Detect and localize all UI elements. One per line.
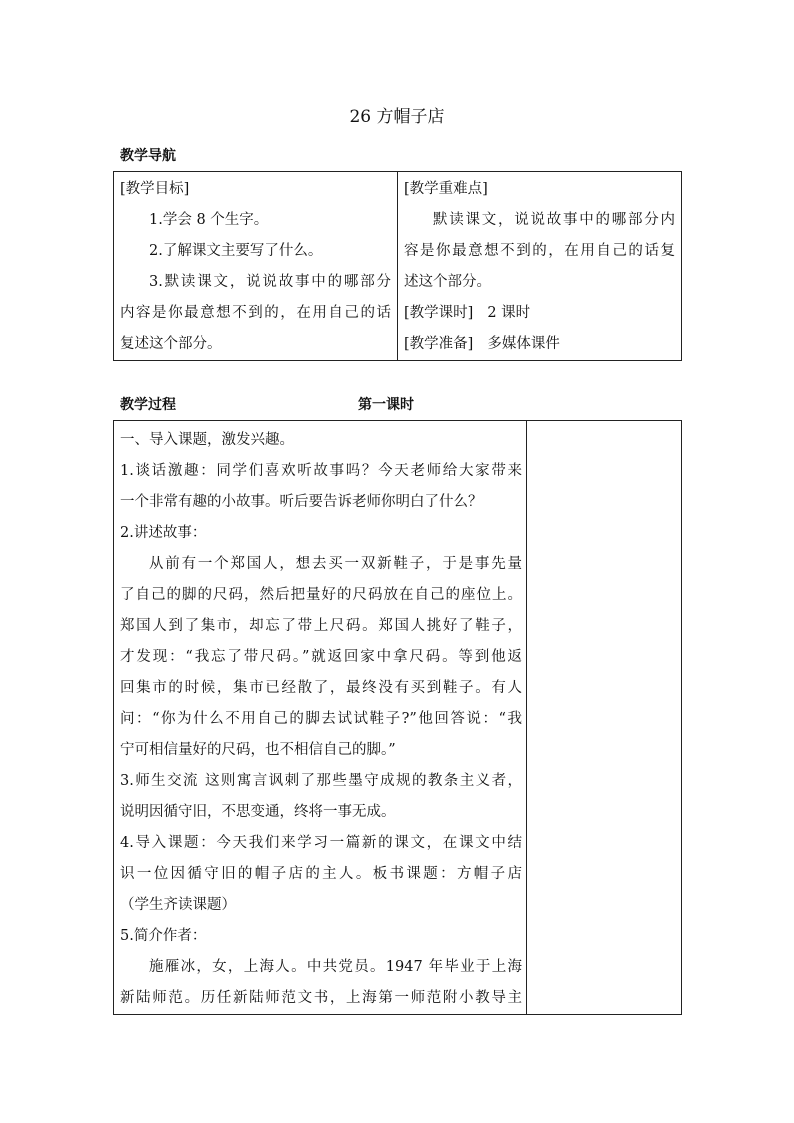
process-line: 问：“你为什么不用自己的脚去试试鞋子?”他回答说：“我 xyxy=(120,711,522,727)
process-line: 从前有一个郑国人，想去买一双新鞋子，于是事先量 xyxy=(149,556,522,572)
period-label: 第一课时 xyxy=(358,397,414,413)
class-hours-label: [教学课时] xyxy=(404,305,474,321)
process-line: 5.简介作者： xyxy=(120,928,207,944)
process-line: 一个非常有趣的小故事。听后要告诉老师你明白了什么？ xyxy=(120,494,483,510)
objective-item-3-line-1: 3.默读课文，说说故事中的哪部分 xyxy=(149,274,391,290)
preparation-value: 多媒体课件 xyxy=(487,336,560,352)
process-line: 回集市的时候，集市已经散了，最终没有买到鞋子。有人 xyxy=(120,680,522,696)
process-notes-cell xyxy=(527,421,682,1015)
preparation-row xyxy=(404,329,675,360)
process-line: 了自己的脚的尺码，然后把量好的尺码放在自己的座位上。 xyxy=(120,587,522,603)
key-points-line-3: 述这个部分。 xyxy=(404,274,491,290)
process-line: 识一位因循守旧的帽子店的主人。板书课题：方帽子店 xyxy=(120,866,522,882)
objective-item-3-line-3: 复述这个部分。 xyxy=(120,336,222,352)
key-points-line-2: 容是你最意想不到的，在用自己的话复 xyxy=(404,243,675,259)
preparation-label: [教学准备] xyxy=(404,336,474,352)
process-line: 宁可相信量好的尺码，也不相信自己的脚。” xyxy=(120,742,396,758)
objectives-header: [教学目标] xyxy=(120,181,190,197)
process-line: 2.讲述故事： xyxy=(120,525,207,541)
process-line: 施雁冰，女，上海人。中共党员。1947 年毕业于上海 xyxy=(149,959,522,975)
class-hours-row xyxy=(404,298,675,329)
page-title: 26 方帽子店 xyxy=(349,107,445,127)
process-line: 4.导入课题：今天我们来学习一篇新的课文，在课文中结 xyxy=(120,835,522,851)
process-line: 1.谈话激趣：同学们喜欢听故事吗？今天老师给大家带来 xyxy=(120,463,522,479)
process-line: 新陆师范。历任新陆师范文书，上海第一师范附小教导主 xyxy=(120,990,522,1006)
process-line: 3.师生交流 这则寓言讽刺了那些墨守成规的教条主义者， xyxy=(120,773,522,789)
process-line: 说明因循守旧，不思变通，终将一事无成。 xyxy=(120,804,396,820)
process-content-cell xyxy=(114,421,527,1015)
objectives-cell xyxy=(114,172,398,361)
class-hours-value: 2 课时 xyxy=(487,305,531,321)
objective-item-3-line-2: 内容是你最意想不到的，在用自己的话 xyxy=(120,305,391,321)
process-line: 一、导入课题，激发兴趣。 xyxy=(120,432,294,448)
key-points-line-1: 默读课文，说说故事中的哪部分内 xyxy=(433,212,675,228)
objective-item-2: 2.了解课文主要写了什么。 xyxy=(149,243,323,259)
process-table xyxy=(113,420,682,1015)
section-label-process: 教学过程 xyxy=(120,397,176,413)
objective-item-1: 1.学会 8 个生字。 xyxy=(149,212,269,228)
section-label-nav: 教学导航 xyxy=(120,148,176,164)
process-line: （学生齐读课题） xyxy=(120,897,236,913)
process-line: 才发现：“我忘了带尺码。”就返回家中拿尺码。等到他返 xyxy=(120,649,522,665)
process-line: 郑国人到了集市，却忘了带上尺码。郑国人挑好了鞋子， xyxy=(120,618,522,634)
key-points-header: [教学重难点] xyxy=(404,181,488,197)
overview-table xyxy=(113,171,682,361)
key-points-cell xyxy=(398,172,682,361)
